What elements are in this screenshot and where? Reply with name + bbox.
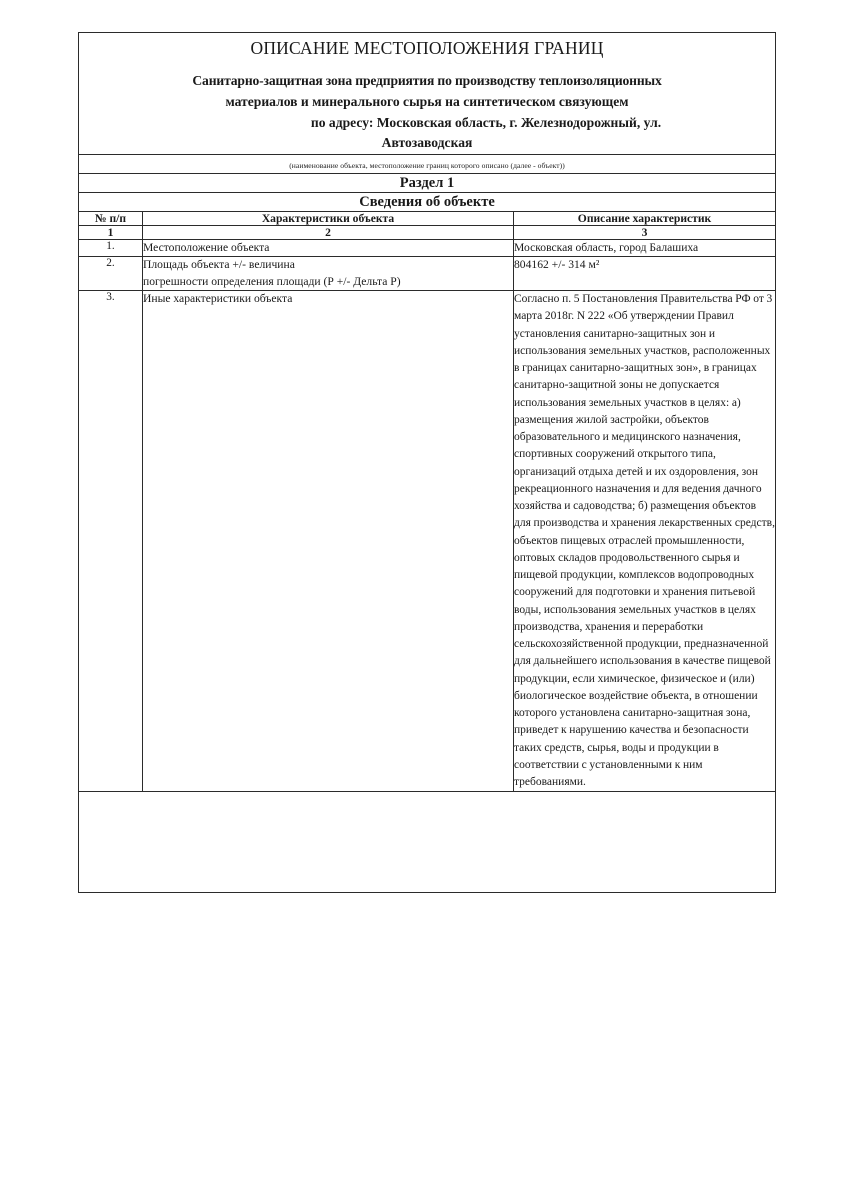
page-title: ОПИСАНИЕ МЕСТОПОЛОЖЕНИЯ ГРАНИЦ — [250, 38, 604, 58]
row-number: 1. — [79, 239, 143, 256]
section-title: Раздел 1 — [399, 174, 455, 191]
caption-cell — [79, 154, 776, 173]
column-number-3: 3 — [514, 225, 776, 239]
row-description: 804162 +/- 314 м² — [514, 257, 776, 291]
subsection-cell — [79, 192, 776, 211]
subtitle-line-3: по адресу: Московская область, г. Железнодорожный, ул. — [310, 114, 662, 130]
row-characteristic — [143, 257, 514, 291]
subtitle-line-4: Автозаводская — [381, 135, 473, 151]
row-characteristic-line-1: Площадь объекта +/- величина — [143, 258, 295, 272]
row-characteristic-line-2: погрешности определения площади (Р +/- Дельта Р) — [143, 274, 401, 288]
section-row — [79, 173, 776, 192]
title-caption: (наименование объекта, местоположение границ которого описано (далее - объект)) — [289, 160, 565, 170]
column-number-2: 2 — [143, 225, 514, 239]
table-row — [79, 239, 776, 256]
title-block — [79, 33, 776, 155]
column-header-description: Описание характеристик — [514, 211, 776, 225]
table-row — [79, 291, 776, 792]
subtitle-line-2: материалов и минерального сырья на синтетическом связующем — [225, 93, 629, 109]
row-number: 2. — [79, 257, 143, 291]
row-description: Согласно п. 5 Постановления Правительства РФ от 3 марта 2018г. N 222 «Об утверждении Правил установления санитарно-защитных зон и использования земельных участков, расположенных в границах санитарно-защитных зон», в границах санитарно-защитной зоны не допускается использования земельных участков в целях: а) размещения жилой застройки, объектов образовательного и медицинского назначения, спортивных сооружений открытого типа, организаций отдыха детей и их оздоровления, зон рекреационного назначения и для ведения дачного хозяйства и садоводства; б) размещения объектов для производства и хранения лекарственных средств, объектов пищевых отраслей промышленности, оптовых складов продовольственного сырья и пищевой продукции, комплексов водопроводных сооружений для подготовки и хранения питьевой воды, использования земельных участков в целях производства, хранения и переработки сельскохозяйственной продукции, предназначенной для дальнейшего использования в качестве пищевой продукции, если химическое, физическое и (или) биологическое воздействие объекта, в отношении которого установлена санитарно-защитная зона, приведет к нарушению качества и безопасности таких средств, сырья, воды и продукции в соответствии с установленными к ним требованиями. — [514, 291, 776, 792]
column-header-number: № п/п — [79, 211, 143, 225]
section-cell — [79, 173, 776, 192]
row-characteristic: Иные характеристики объекта — [143, 291, 514, 792]
column-number-row — [79, 225, 776, 239]
row-number: 3. — [79, 291, 143, 792]
caption-row — [79, 154, 776, 173]
subsection-title: Сведения об объекте — [359, 193, 495, 210]
boundary-description-table — [78, 32, 776, 893]
page-subtitle — [89, 71, 765, 154]
column-number-1: 1 — [79, 225, 143, 239]
row-characteristic: Местоположение объекта — [143, 239, 514, 256]
row-description: Московская область, город Балашиха — [514, 239, 776, 256]
subtitle-line-1: Санитарно-защитная зона предприятия по производству теплоизоляционных — [192, 73, 662, 89]
empty-row — [79, 792, 776, 893]
table-row — [79, 257, 776, 291]
table-header-row — [79, 211, 776, 225]
column-header-characteristic: Характеристики объекта — [143, 211, 514, 225]
empty-cell — [79, 792, 776, 893]
subsection-row — [79, 192, 776, 211]
title-row — [79, 33, 776, 155]
